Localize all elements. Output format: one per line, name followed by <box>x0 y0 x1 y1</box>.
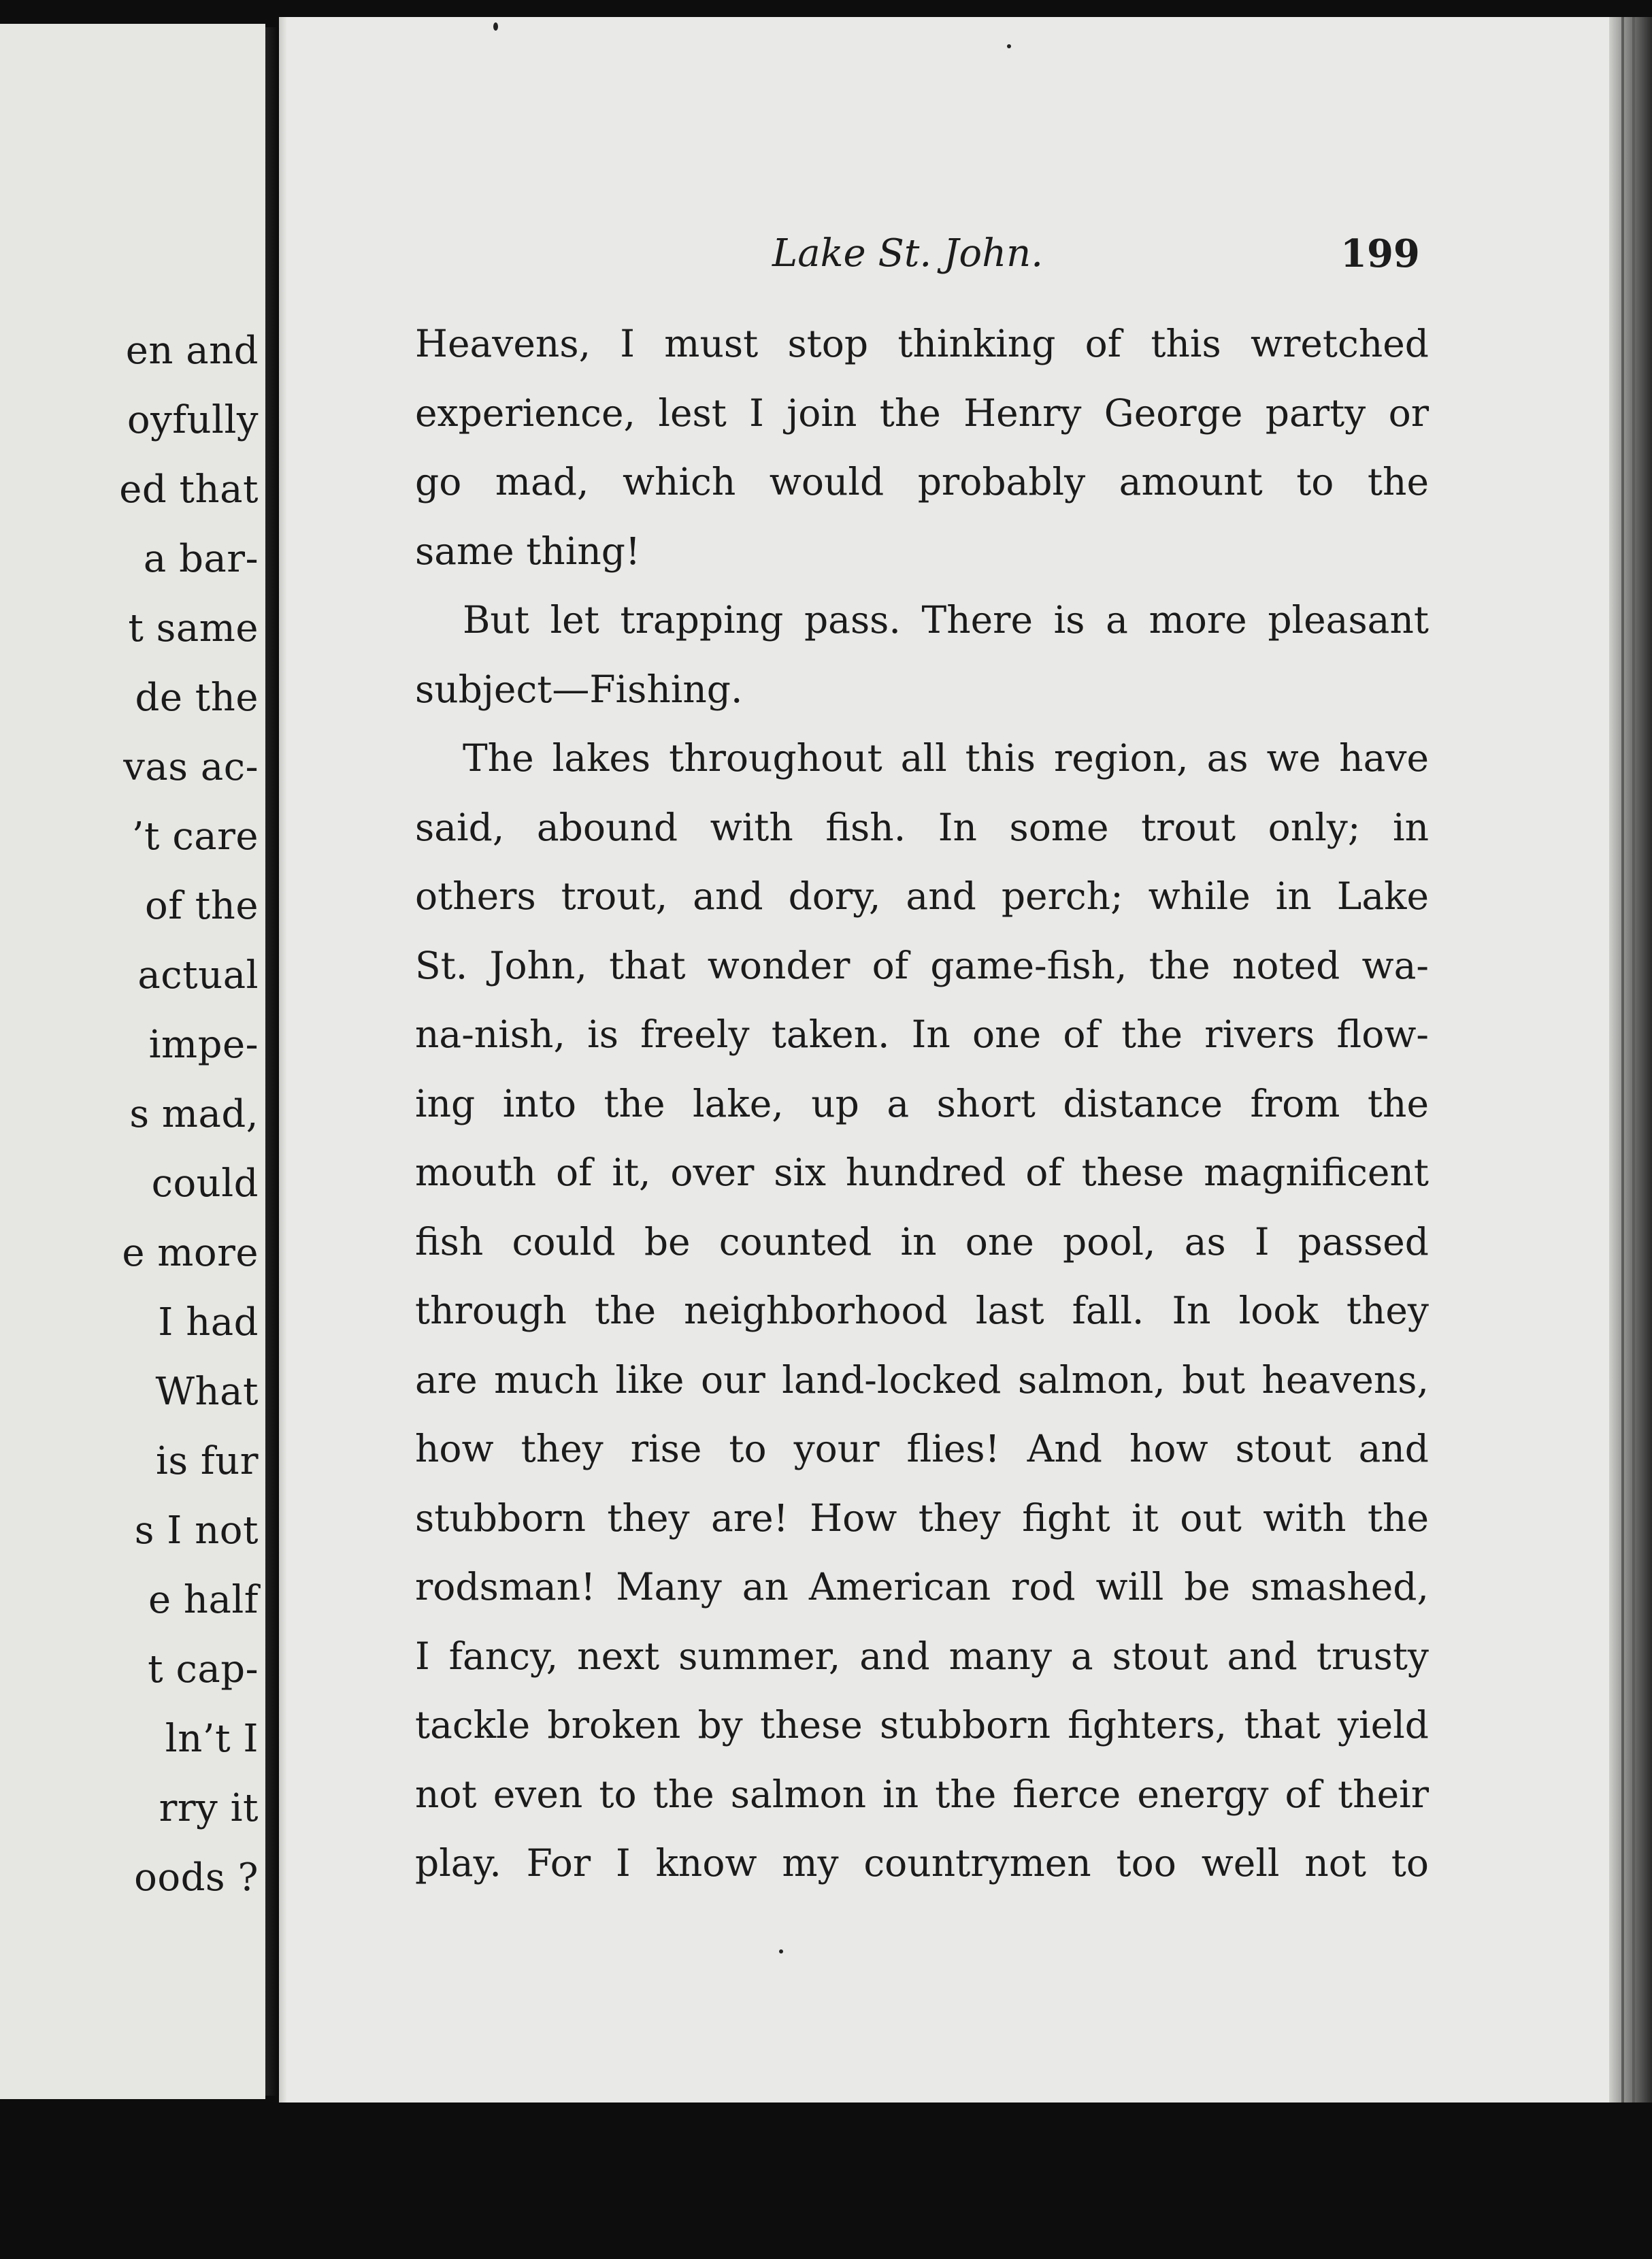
page-edge-stripe <box>1632 17 1635 2103</box>
text-line: how they rise to your flies! And how stout and <box>415 1427 1429 1470</box>
left-page-line: e more <box>122 1231 259 1275</box>
text-line: stubborn they are! How they fight it out with the <box>415 1496 1429 1540</box>
left-page-line: s I not <box>134 1508 259 1553</box>
left-page-line: is fur <box>155 1439 259 1483</box>
left-page-line: ed that <box>119 467 259 512</box>
text-line: The lakes throughout all this region, as we have <box>463 736 1429 780</box>
left-page-line: could <box>151 1161 259 1206</box>
page-edge <box>1609 17 1652 2103</box>
left-page-line: I had <box>158 1300 259 1345</box>
text-line: mouth of it, over six hundred of these magnificent <box>415 1151 1429 1194</box>
page-number: 199 <box>1340 231 1420 276</box>
left-page-line: actual <box>137 953 259 997</box>
text-line: subject—Fishing. <box>415 667 743 711</box>
print-speck <box>779 1949 783 1953</box>
text-line: experience, lest I join the Henry George party or <box>415 391 1429 435</box>
left-page-line: a bar- <box>143 537 259 581</box>
left-page <box>0 24 265 2099</box>
left-page-line: oods ? <box>134 1856 259 1900</box>
right-page <box>279 17 1609 2103</box>
print-speck <box>1007 44 1011 48</box>
left-page-line: t cap- <box>148 1647 259 1692</box>
left-page-line: What <box>155 1370 259 1414</box>
text-line: play. For I know my countrymen too well not to <box>415 1841 1429 1885</box>
text-line: Heavens, I must stop thinking of this wretched <box>415 322 1429 365</box>
left-page-line: ’t care <box>131 814 259 859</box>
text-line: through the neighborhood last fall. In look they <box>415 1289 1429 1332</box>
left-page-line: e half <box>148 1578 259 1622</box>
print-speck <box>493 22 498 31</box>
text-line: others trout, and dory, and perch; while in Lake <box>415 874 1429 918</box>
text-line: are much like our land-locked salmon, but heavens, <box>415 1357 1429 1402</box>
book-gutter <box>265 27 279 2096</box>
text-line: St. John, that wonder of game-fish, the noted wa- <box>415 943 1429 987</box>
left-page-line: impe- <box>148 1023 259 1067</box>
left-page-line: oyfully <box>127 398 259 442</box>
text-line: not even to the salmon in the fierce energy of their <box>415 1772 1429 1816</box>
text-line: same thing! <box>415 529 641 573</box>
left-page-line: vas ac- <box>123 745 259 789</box>
running-title: Lake St. John. <box>772 231 1044 276</box>
page-header <box>279 231 1609 286</box>
text-line: I fancy, next summer, and many a stout and trusty <box>415 1634 1429 1678</box>
text-line: fish could be counted in one pool, as I passed <box>415 1219 1429 1264</box>
text-line: But let trapping pass. There is a more pleasant <box>463 598 1429 642</box>
text-line: go mad, which would probably amount to the <box>415 460 1429 504</box>
left-page-line: of the <box>145 884 259 928</box>
left-page-line: s mad, <box>129 1092 259 1136</box>
left-page-line: ln’t I <box>165 1717 259 1761</box>
text-line: ing into the lake, up a short distance from the <box>415 1081 1429 1125</box>
body-text <box>415 310 1429 1898</box>
text-line: na-nish, is freely taken. In one of the rivers flow- <box>415 1012 1429 1056</box>
text-line: rodsman! Many an American rod will be smashed, <box>415 1565 1429 1609</box>
binding-edge <box>279 17 287 2103</box>
text-line: tackle broken by these stubborn fighters, that yield <box>415 1703 1429 1747</box>
text-line: said, abound with fish. In some trout only; in <box>415 805 1429 849</box>
left-page-line: rry it <box>159 1786 259 1830</box>
left-page-line: t same <box>128 606 259 650</box>
page-edge-stripe <box>1621 17 1624 2103</box>
left-page-line: de the <box>135 676 259 720</box>
left-page-line: en and <box>125 329 259 373</box>
